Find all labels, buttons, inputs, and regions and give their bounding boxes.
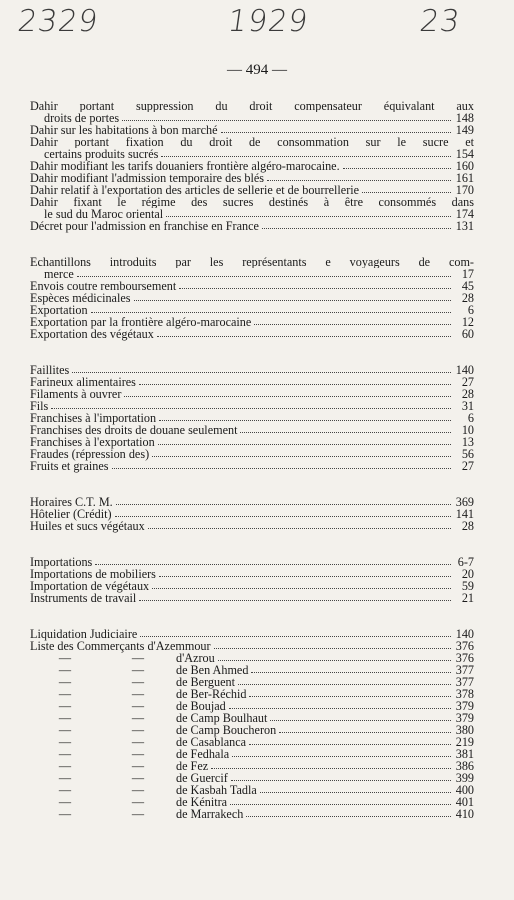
- index-entry: [30, 220, 474, 232]
- leader-dots: [179, 288, 451, 289]
- leader-dots: [232, 756, 451, 757]
- index-entry: [30, 520, 474, 532]
- entry-page: 21: [461, 591, 474, 605]
- entry-sublabel: de Fedhala: [176, 747, 230, 761]
- ditto-mark: —: [58, 735, 72, 749]
- entry-label: Franchises à l'importation: [30, 411, 157, 425]
- leader-dots: [260, 792, 451, 793]
- entry-page: 17: [461, 267, 474, 281]
- ditto-mark: —: [58, 747, 72, 761]
- ditto-mark: —: [131, 735, 145, 749]
- entry-page: 12: [461, 315, 474, 329]
- entry-label: Hôtelier (Crédit): [30, 507, 112, 521]
- leader-dots: [231, 780, 451, 781]
- entry-page: 174: [455, 207, 474, 221]
- entry-sublabel: de Boujad: [176, 699, 226, 713]
- entry-first-line: Dahir fixant le régime des sucres destinés à être consommés dans: [30, 196, 474, 208]
- handwritten-note-left: 2329: [15, 4, 101, 39]
- entry-page: 28: [461, 291, 474, 305]
- entry-page: 10: [461, 423, 474, 437]
- handwritten-note-right: 23: [417, 4, 463, 39]
- entry-sublabel: de Camp Boulhaut: [176, 711, 268, 725]
- leader-dots: [139, 600, 451, 601]
- ditto-mark: —: [58, 651, 72, 665]
- leader-dots: [249, 696, 451, 697]
- entry-label: Liquidation Judiciaire: [30, 627, 138, 641]
- index-section: [30, 364, 474, 472]
- ditto-mark: —: [131, 795, 145, 809]
- leader-dots: [95, 564, 451, 565]
- entry-label: Faillites: [30, 363, 70, 377]
- index-entry: [30, 736, 474, 748]
- entry-page: 31: [461, 399, 474, 413]
- entry-label: Dahir modifiant les tarifs douaniers frontière algéro-marocaine.: [30, 159, 340, 173]
- ditto-mark: —: [131, 747, 145, 761]
- entry-sublabel: d'Azrou: [176, 651, 215, 665]
- entry-page: 6-7: [457, 555, 474, 569]
- entry-label: merce: [44, 267, 74, 281]
- entry-label: Liste des Commerçants d'Azemmour: [30, 639, 211, 653]
- entry-label: Franchises à l'exportation: [30, 435, 155, 449]
- index-entry: [30, 184, 474, 196]
- index-entry: [30, 328, 474, 340]
- leader-dots: [246, 816, 451, 817]
- entry-page: 160: [455, 159, 474, 173]
- leader-dots: [238, 684, 451, 685]
- index-entry: [30, 652, 474, 664]
- entry-label: Espèces médicinales: [30, 291, 131, 305]
- entry-page: 161: [455, 171, 474, 185]
- ditto-mark: —: [131, 759, 145, 773]
- entry-page: 28: [461, 519, 474, 533]
- entry-page: 219: [455, 735, 474, 749]
- entry-page: 141: [455, 507, 474, 521]
- ditto-mark: —: [58, 807, 72, 821]
- index-section: [30, 496, 474, 532]
- entry-label: Exportation: [30, 303, 88, 317]
- entry-page: 154: [455, 147, 474, 161]
- index-entry: [30, 676, 474, 688]
- entry-page: 140: [455, 627, 474, 641]
- leader-dots: [72, 372, 451, 373]
- entry-label: [30, 808, 243, 820]
- index-entry: [30, 292, 474, 304]
- leader-dots: [270, 720, 451, 721]
- entry-label: certains produits sucrés: [44, 147, 159, 161]
- entry-page: 380: [455, 723, 474, 737]
- index-entry: [30, 388, 474, 400]
- entry-first-line: Dahir portant fixation du droit de consommation sur le sucre et: [30, 136, 474, 148]
- entry-sublabel: de Camp Boucheron: [176, 723, 277, 737]
- index-entry: [30, 724, 474, 736]
- entry-label: Horaires C.T. M.: [30, 495, 113, 509]
- entry-page: 376: [455, 651, 474, 665]
- ditto-mark: —: [131, 675, 145, 689]
- leader-dots: [211, 768, 451, 769]
- entry-sublabel: de Ben Ahmed: [176, 663, 249, 677]
- leader-dots: [134, 300, 451, 301]
- entry-page: 6: [467, 303, 474, 317]
- ditto-mark: —: [131, 711, 145, 725]
- entry-label: Fils: [30, 399, 49, 413]
- entry-page: 27: [461, 459, 474, 473]
- entry-label: Importations de mobiliers: [30, 567, 156, 581]
- entry-sublabel: de Marrakech: [176, 807, 244, 821]
- index-section: [30, 628, 474, 820]
- ditto-mark: —: [131, 783, 145, 797]
- entry-label: Fraudes (répression des): [30, 447, 150, 461]
- ditto-mark: —: [131, 699, 145, 713]
- ditto-mark: —: [58, 663, 72, 677]
- leader-dots: [158, 444, 451, 445]
- entry-label: Filaments à ouvrer: [30, 387, 122, 401]
- index-entry: [30, 784, 474, 796]
- entry-label: Franchises des droits de douane seulement: [30, 423, 238, 437]
- entry-label: Exportation par la frontière algéro-marocaine: [30, 315, 252, 329]
- entry-label: Dahir sur les habitations à bon marché: [30, 123, 218, 137]
- entry-sublabel: de Berguent: [176, 675, 236, 689]
- leader-dots: [249, 744, 451, 745]
- ditto-mark: —: [131, 807, 145, 821]
- leader-dots: [152, 456, 451, 457]
- index-section: [30, 100, 474, 232]
- ditto-mark: —: [131, 651, 145, 665]
- index-section: [30, 256, 474, 340]
- entry-sublabel: de Ber-Réchid: [176, 687, 247, 701]
- entry-page: 399: [455, 771, 474, 785]
- entry-sublabel: de Guercif: [176, 771, 228, 785]
- leader-dots: [139, 384, 451, 385]
- ditto-mark: —: [58, 699, 72, 713]
- leader-dots: [230, 804, 451, 805]
- entry-page: 378: [455, 687, 474, 701]
- leader-dots: [159, 576, 451, 577]
- leader-dots: [122, 120, 451, 121]
- ditto-mark: —: [58, 711, 72, 725]
- entry-sublabel: de Kénitra: [176, 795, 228, 809]
- index-entry: [30, 808, 474, 820]
- ditto-mark: —: [131, 771, 145, 785]
- entry-label: droits de portes: [44, 111, 120, 125]
- entry-label: Farineux alimentaires: [30, 375, 136, 389]
- index-entry: [30, 460, 474, 472]
- entry-page: 401: [455, 795, 474, 809]
- ditto-mark: —: [58, 675, 72, 689]
- leader-dots: [140, 636, 451, 637]
- index-entry: [30, 640, 474, 652]
- leader-dots: [240, 432, 451, 433]
- entry-page: 381: [455, 747, 474, 761]
- ditto-mark: —: [58, 759, 72, 773]
- entry-page: 148: [455, 111, 474, 125]
- entry-label: Importation de végétaux: [30, 579, 150, 593]
- index-entry: [30, 748, 474, 760]
- leader-dots: [112, 468, 451, 469]
- entry-sublabel: de Casablanca: [176, 735, 247, 749]
- entry-page: 131: [455, 219, 474, 233]
- entry-label: Exportation des végétaux: [30, 327, 154, 341]
- entry-page: 140: [455, 363, 474, 377]
- entry-label: Décret pour l'admission en franchise en France: [30, 219, 259, 233]
- leader-dots: [343, 168, 451, 169]
- entry-page: 20: [461, 567, 474, 581]
- leader-dots: [262, 228, 451, 229]
- entry-first-line: Dahir portant suppression du droit compensateur équivalant aux: [30, 100, 474, 112]
- entry-page: 28: [461, 387, 474, 401]
- page-number: — 494 —: [227, 62, 287, 78]
- index-entry: [30, 124, 474, 136]
- index-entry: [30, 796, 474, 808]
- entry-label: Dahir relatif à l'exportation des articles de sellerie et de bourrellerie: [30, 183, 360, 197]
- index-section: [30, 556, 474, 604]
- entry-first-line: Echantillons introduits par les représentants e voyageurs de com-: [30, 256, 474, 268]
- ditto-mark: —: [131, 663, 145, 677]
- entry-label: Envois coutre remboursement: [30, 279, 177, 293]
- ditto-mark: —: [58, 771, 72, 785]
- leader-dots: [229, 708, 451, 709]
- entry-page: 379: [455, 711, 474, 725]
- leader-dots: [124, 396, 451, 397]
- entry-page: 386: [455, 759, 474, 773]
- leader-dots: [116, 504, 451, 505]
- leader-dots: [254, 324, 451, 325]
- leader-dots: [166, 216, 451, 217]
- entry-page: 6: [467, 411, 474, 425]
- entry-label: Dahir modifiant l'admission temporaire des blés: [30, 171, 265, 185]
- ditto-mark: —: [58, 795, 72, 809]
- entry-page: 149: [455, 123, 474, 137]
- leader-dots: [157, 336, 451, 337]
- ditto-mark: —: [58, 723, 72, 737]
- ditto-mark: —: [131, 687, 145, 701]
- entry-page: 410: [455, 807, 474, 821]
- index-entry: [30, 760, 474, 772]
- leader-dots: [161, 156, 451, 157]
- entry-label: le sud du Maroc oriental: [44, 207, 164, 221]
- leader-dots: [221, 132, 452, 133]
- entry-label: Importations: [30, 555, 93, 569]
- leader-dots: [218, 660, 451, 661]
- entry-page: 369: [455, 495, 474, 509]
- entry-label: Instruments de travail: [30, 591, 137, 605]
- entry-page: 400: [455, 783, 474, 797]
- entry-page: 170: [455, 183, 474, 197]
- entry-page: 45: [461, 279, 474, 293]
- leader-dots: [214, 648, 451, 649]
- entry-sublabel: de Kasbah Tadla: [176, 783, 257, 797]
- leader-dots: [51, 408, 451, 409]
- index-content: [30, 100, 474, 844]
- index-entry: [30, 664, 474, 676]
- leader-dots: [148, 528, 451, 529]
- ditto-mark: —: [58, 783, 72, 797]
- ditto-mark: —: [131, 723, 145, 737]
- leader-dots: [159, 420, 451, 421]
- leader-dots: [279, 732, 451, 733]
- entry-label: Fruits et graines: [30, 459, 109, 473]
- entry-page: 379: [455, 699, 474, 713]
- entry-label: Huiles et sucs végétaux: [30, 519, 145, 533]
- leader-dots: [251, 672, 451, 673]
- index-entry: [30, 688, 474, 700]
- handwritten-note-year: 1929: [225, 4, 311, 39]
- leader-dots: [91, 312, 451, 313]
- entry-page: 377: [455, 675, 474, 689]
- entry-page: 27: [461, 375, 474, 389]
- entry-page: 376: [455, 639, 474, 653]
- leader-dots: [362, 192, 451, 193]
- entry-page: 13: [461, 435, 474, 449]
- ditto-mark: —: [58, 687, 72, 701]
- entry-page: 377: [455, 663, 474, 677]
- entry-page: 56: [461, 447, 474, 461]
- leader-dots: [267, 180, 451, 181]
- entry-page: 60: [461, 327, 474, 341]
- index-entry: [30, 592, 474, 604]
- leader-dots: [115, 516, 451, 517]
- entry-sublabel: de Fez: [176, 759, 209, 773]
- leader-dots: [77, 276, 451, 277]
- leader-dots: [152, 588, 451, 589]
- entry-page: 59: [461, 579, 474, 593]
